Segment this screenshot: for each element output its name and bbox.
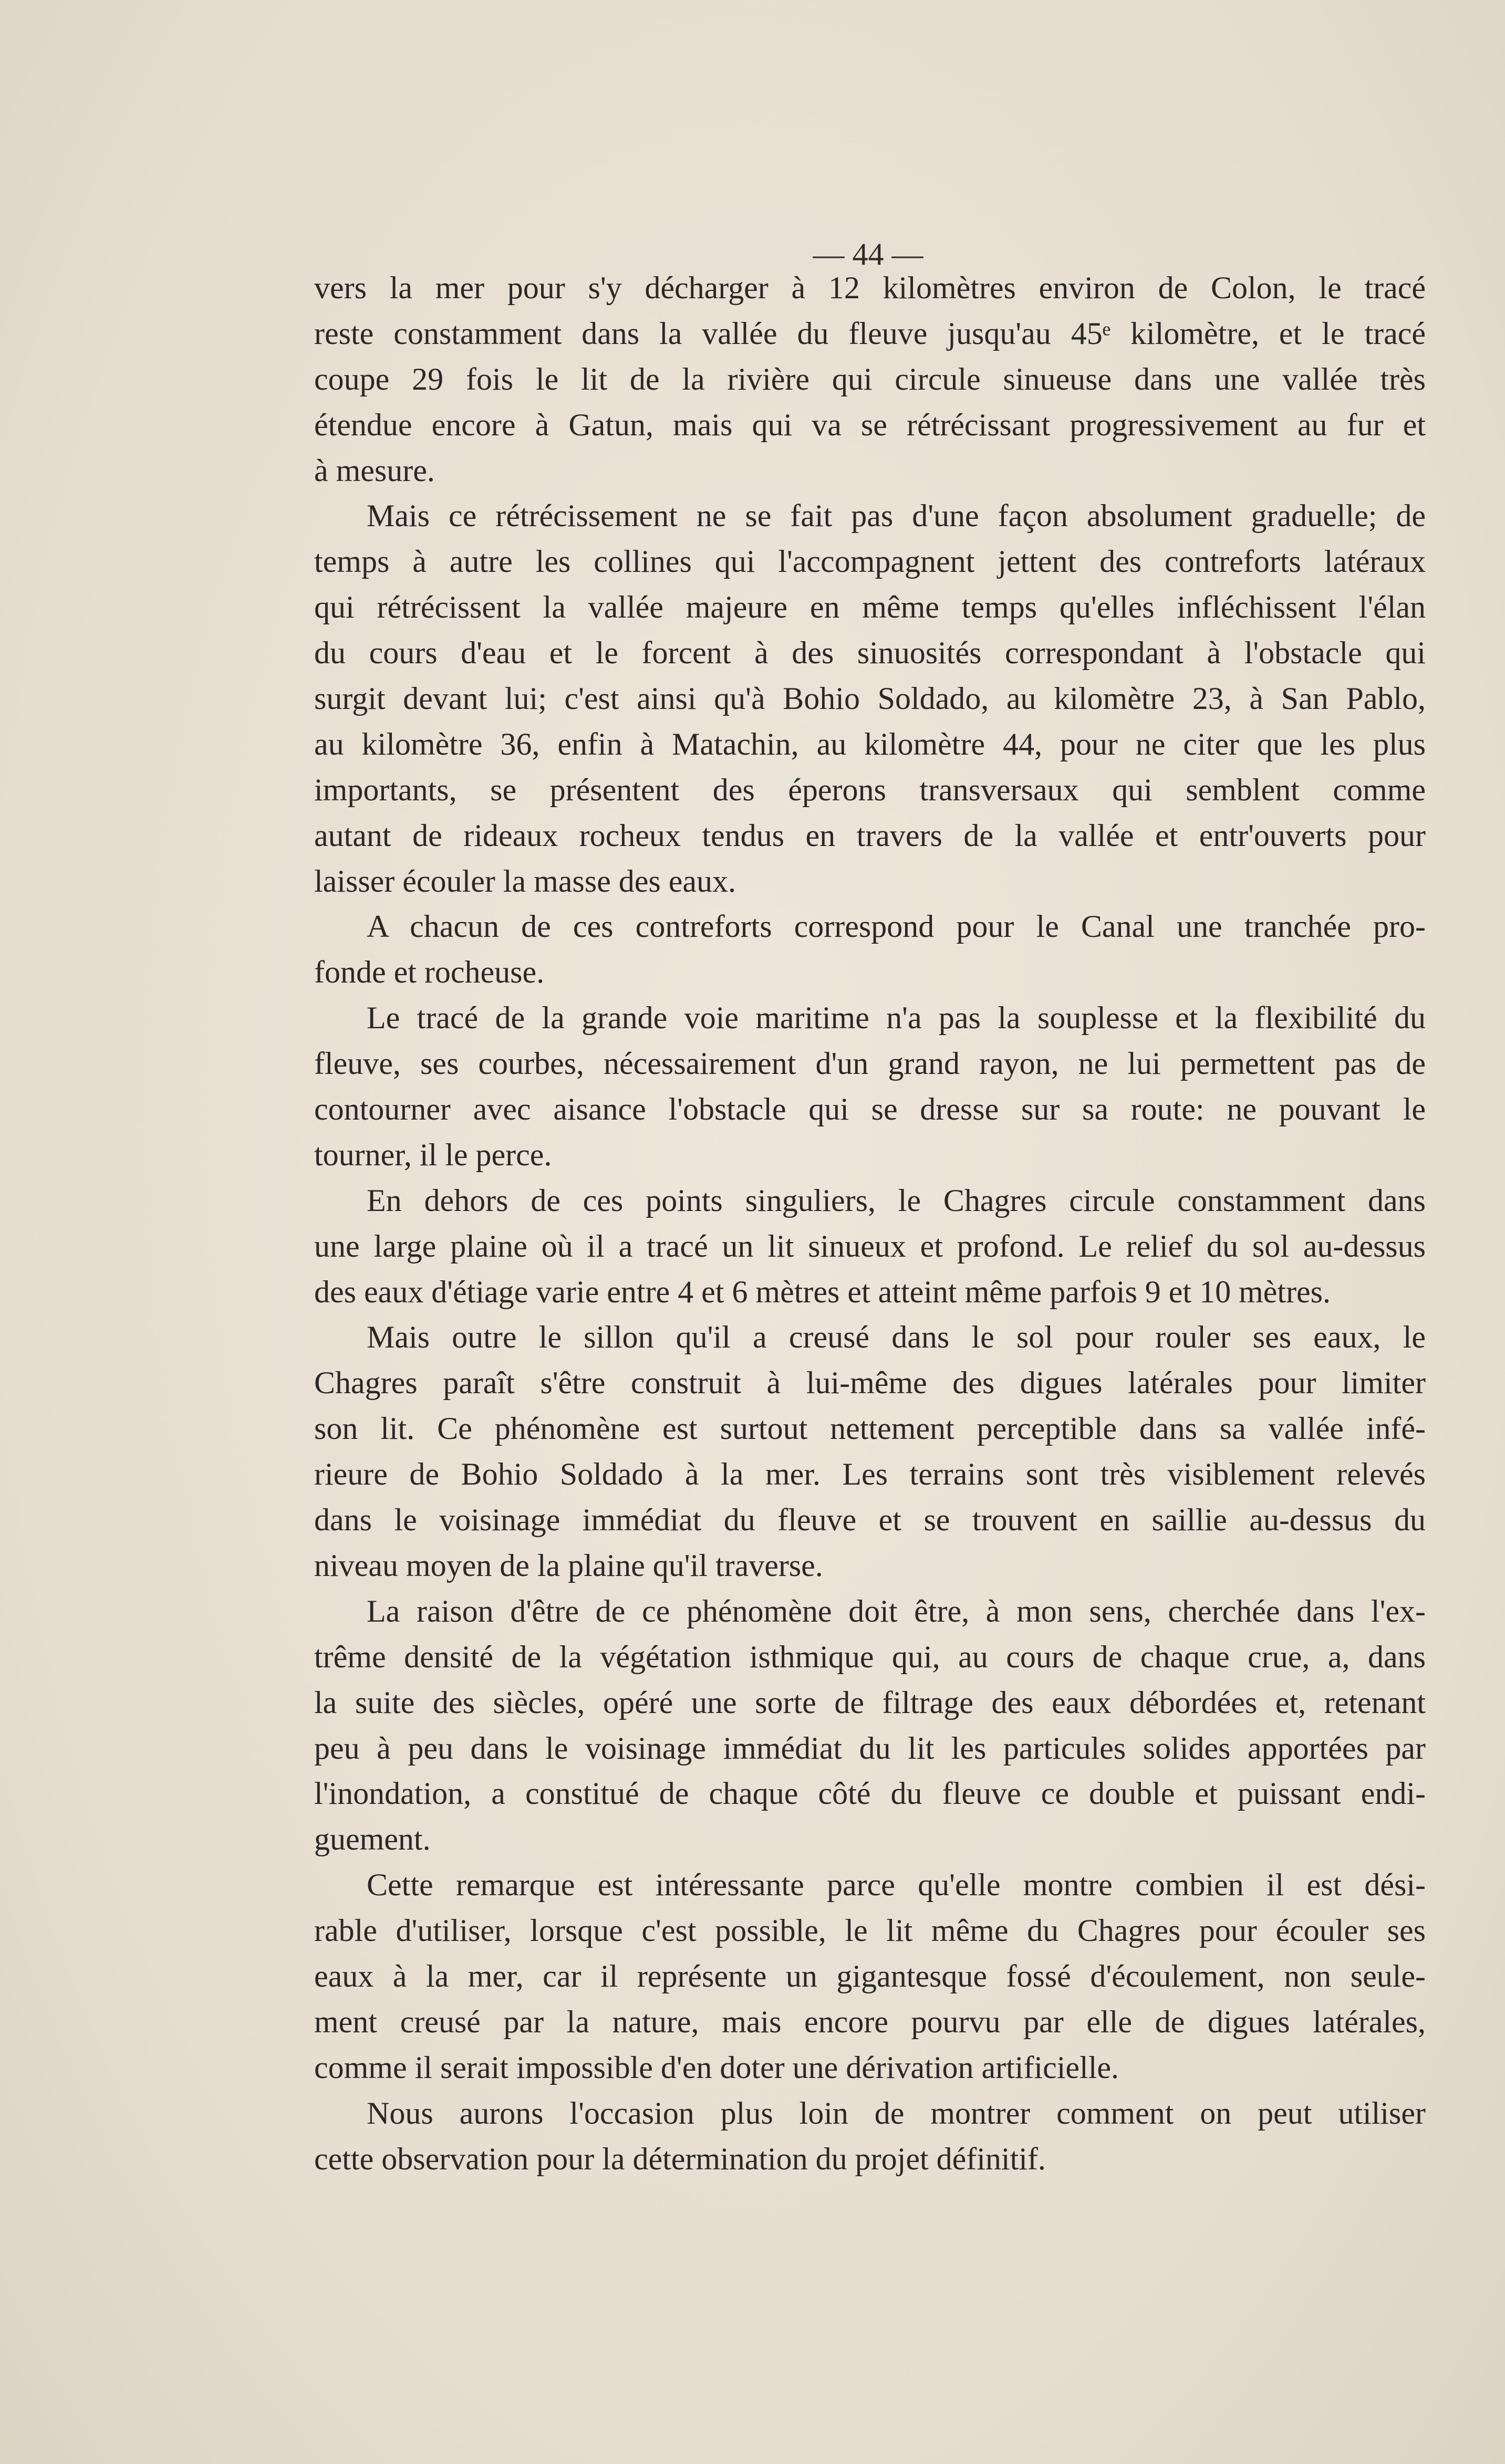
text-line: fleuve, ses courbes, nécessairement d'un grand rayon, ne lui permettent pas de xyxy=(314,1046,1426,1081)
paragraph xyxy=(314,265,1426,493)
text-line: surgit devant lui; c'est ainsi qu'à Bohio Soldado, au kilomètre 23, à San Pablo, xyxy=(314,681,1426,716)
paragraph xyxy=(314,904,1426,995)
text-line: trême densité de la végétation isthmique qui, au cours de chaque crue, a, dans xyxy=(314,1639,1426,1674)
text-line: au kilomètre 36, enfin à Matachin, au kilomètre 44, pour ne citer que les plus xyxy=(314,726,1426,761)
paragraph xyxy=(314,1589,1426,1862)
text-line: étendue encore à Gatun, mais qui va se rétrécissant progressivement au fur et xyxy=(314,407,1426,442)
paragraph xyxy=(314,1314,1426,1588)
paragraph xyxy=(314,493,1426,904)
text-line: temps à autre les collines qui l'accompagnent jettent des contreforts latéraux xyxy=(314,544,1426,579)
text-line: guement. xyxy=(314,1822,431,1857)
text-line: laisser écouler la masse des eaux. xyxy=(314,863,736,899)
text-line: tourner, il le perce. xyxy=(314,1137,552,1172)
text-line: des eaux d'étiage varie entre 4 et 6 mètres et atteint même parfois 9 et 10 mètres. xyxy=(314,1274,1331,1309)
text-line: importants, se présentent des éperons transversaux qui semblent comme xyxy=(314,772,1426,807)
text-line: qui rétrécissent la vallée majeure en même temps qu'elles infléchissent l'élan xyxy=(314,590,1426,625)
text-line: vers la mer pour s'y décharger à 12 kilomètres environ de Colon, le tracé xyxy=(314,270,1426,305)
text-line: cette observation pour la détermination du projet définitif. xyxy=(314,2141,1046,2176)
text-line: Cette remarque est intéressante parce qu'elle montre combien il est dési- xyxy=(367,1867,1426,1903)
text-line: à mesure. xyxy=(314,453,435,488)
text-line: son lit. Ce phénomène est surtout nettement perceptible dans sa vallée infé- xyxy=(314,1411,1426,1446)
text-line: peu à peu dans le voisinage immédiat du lit les particules solides apportées par xyxy=(314,1730,1426,1766)
text-line: En dehors de ces points singuliers, le Chagres circule constamment dans xyxy=(367,1183,1426,1218)
text-line: rable d'utiliser, lorsque c'est possible, le lit même du Chagres pour écouler ses xyxy=(314,1913,1426,1948)
text-line: rieure de Bohio Soldado à la mer. Les terrains sont très visiblement relevés xyxy=(314,1457,1426,1492)
text-line: A chacun de ces contreforts correspond pour le Canal une tranchée pro- xyxy=(367,909,1426,944)
text-line: Mais ce rétrécissement ne se fait pas d'une façon absolument graduelle; de xyxy=(367,498,1426,534)
text-line: reste constamment dans la vallée du fleuve jusqu'au 45ᵉ kilomètre, et le tracé xyxy=(314,316,1426,351)
text-line: Chagres paraît s'être construit à lui-même des digues latérales pour limiter xyxy=(314,1365,1426,1401)
text-line: Mais outre le sillon qu'il a creusé dans le sol pour rouler ses eaux, le xyxy=(367,1320,1426,1355)
text-line: dans le voisinage immédiat du fleuve et se trouvent en saillie au-dessus du xyxy=(314,1502,1426,1538)
text-line: fonde et rocheuse. xyxy=(314,955,545,990)
text-line: niveau moyen de la plaine qu'il traverse. xyxy=(314,1548,823,1583)
text-line: l'inondation, a constitué de chaque côté du fleuve ce double et puissant endi- xyxy=(314,1776,1426,1811)
paragraph xyxy=(314,995,1426,1178)
text-line: du cours d'eau et le forcent à des sinuosités correspondant à l'obstacle qui xyxy=(314,635,1426,671)
text-line: comme il serait impossible d'en doter une dérivation artificielle. xyxy=(314,2050,1119,2085)
text-line: ment creusé par la nature, mais encore pourvu par elle de digues latérales, xyxy=(314,2004,1426,2039)
text-line: Nous aurons l'occasion plus loin de montrer comment on peut utiliser xyxy=(367,2095,1426,2131)
text-line: Le tracé de la grande voie maritime n'a pas la souplesse et la flexibilité du xyxy=(367,1000,1426,1036)
paragraph xyxy=(314,1178,1426,1315)
text-line: contourner avec aisance l'obstacle qui se dresse sur sa route: ne pouvant le xyxy=(314,1092,1426,1127)
text-line: une large plaine où il a tracé un lit sinueux et profond. Le relief du sol au-dessus xyxy=(314,1228,1426,1264)
page-body-text xyxy=(314,265,1426,2181)
text-line: eaux à la mer, car il représente un gigantesque fossé d'écoulement, non seule- xyxy=(314,1958,1426,1993)
text-line: autant de rideaux rocheux tendus en travers de la vallée et entr'ouverts pour xyxy=(314,818,1426,853)
text-line: La raison d'être de ce phénomène doit être, à mon sens, cherchée dans l'ex- xyxy=(367,1593,1426,1628)
paragraph xyxy=(314,2091,1426,2182)
text-line: coupe 29 fois le lit de la rivière qui circule sinueuse dans une vallée très xyxy=(314,361,1426,396)
paragraph xyxy=(314,1862,1426,2090)
text-line: la suite des siècles, opéré une sorte de filtrage des eaux débordées et, retenant xyxy=(314,1685,1426,1720)
page-number: — 44 — xyxy=(813,237,923,272)
